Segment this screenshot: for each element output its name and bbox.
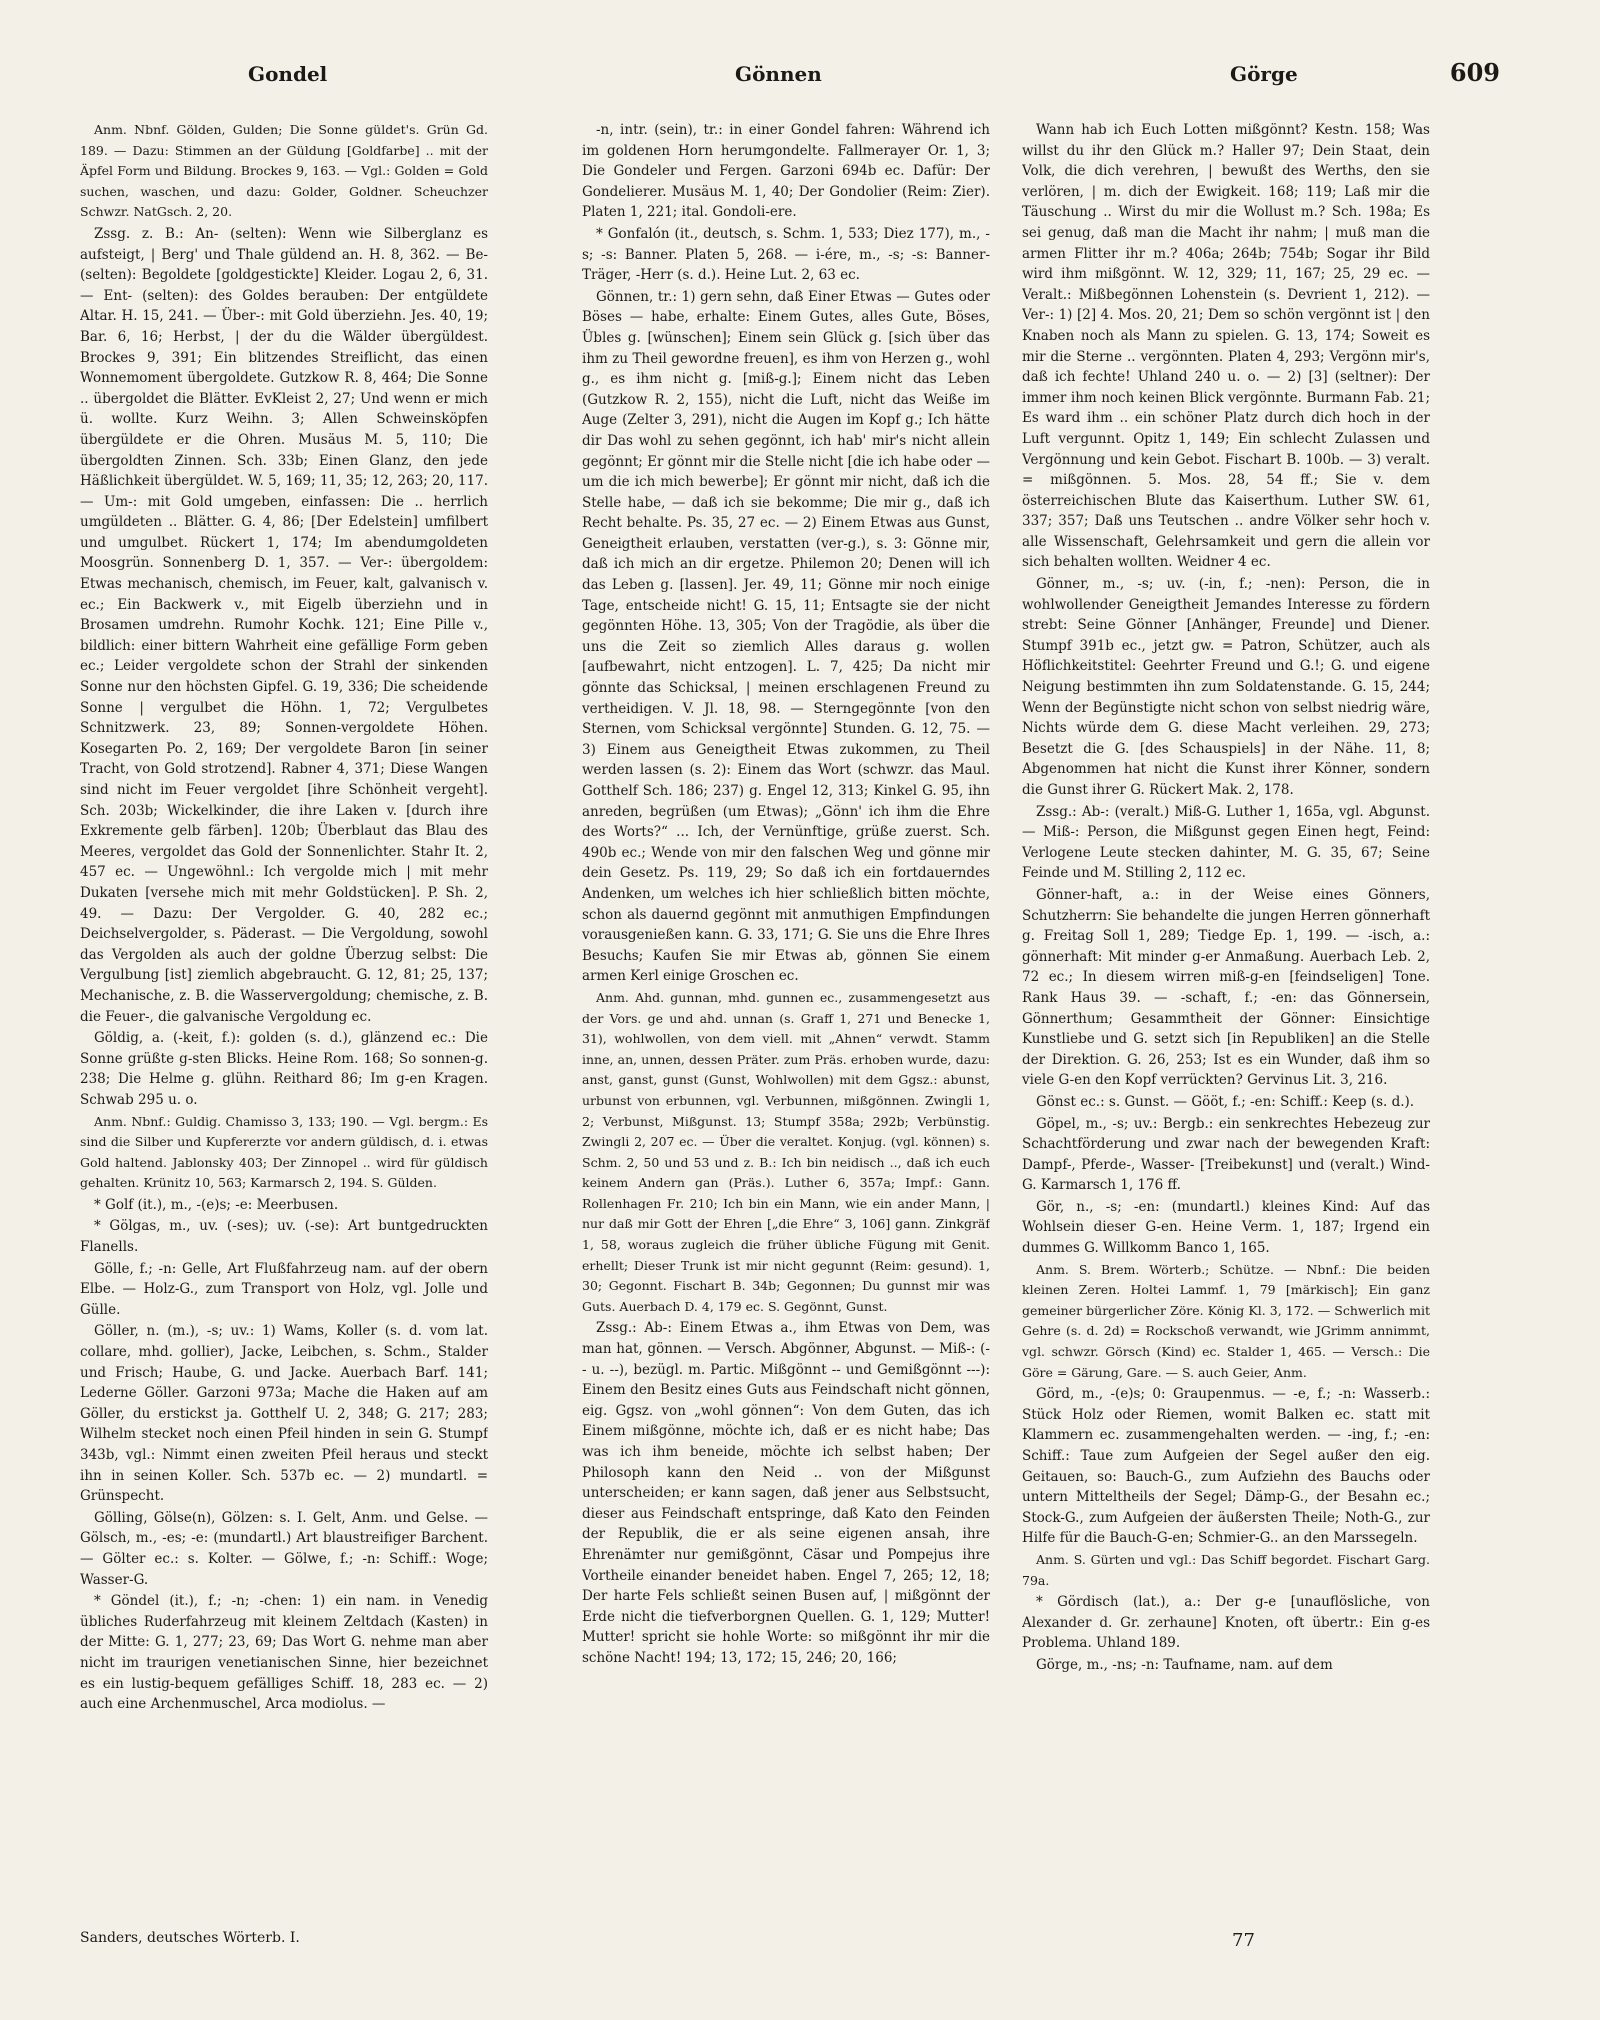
entry-paragraph: * Gördisch (lat.), a.: Der g-e [unauflösliche, von Alexander d. Gr. zerhaune] Knoten, oft übertr.: Ein g-es Problema. Uhland 189. [1022,1594,1430,1652]
entry-paragraph: * Gölgas, m., uv. (-ses); uv. (-se): Art buntgedruckten Flanells. [80,1218,488,1256]
entry-paragraph: Anm. Nbnf. Gölden, Gulden; Die Sonne güldet's. Grün Gd. 189. — Dazu: Stimmen an der Güldung [Goldfarbe] .. mit der Äpfel Form und Bildung. Brockes 9, 163. — Vgl.: Golden = Gold suchen, waschen, und dazu: Golder, Goldner. Scheuchzer Schwzr. NatGsch. 2, 20. [80,122,488,220]
entry-paragraph: Zssg. z. B.: An- (selten): Wenn wie Silberglanz es aufsteigt, | Berg' und Thale güldend an. H. 8, 362. — Be- (selten): Begoldete [goldgestickte] Kleider. Logau 2, 6, 31. — Ent- (selten): des Goldes berauben: Der entgüldete Altar. H. 15, 241. — Über-: mit Gold überziehn. Jes. 40, 19; Bar. 6, 16; Herbst, | der du die Wälder übergüldest. Brockes 9, 391; Ein blitzendes Streiflicht, das einen Wonnemoment übergoldete. Gutzkow R. 8, 464; Die Sonne .. übergoldet die Blätter. EvKleist 2, 27; Und wenn er mich ü. wollte. Kurz Weihn. 3; Allen Schweinsköpfen übergüldete er die Ohren. Musäus M. 5, 110; Die übergoldten Zinnen. Sch. 33b; Einen Glanz, den jede Häßlichkeit übergüldet. W. 5, 169; 11, 35; 12, 263; 20, 117. — Um-: mit Gold umgeben, einfassen: Die .. herrlich umgüldeten .. Blätter. G. 4, 86; [Der Edelstein] umfilbert und umgulbet. Rückert 1, 174; Im abendumgoldeten Moosgrün. Sonnenberg D. 1, 357. — Ver-: übergoldem: Etwas mechanisch, chemisch, im Feuer, kalt, galvanisch v. ec.; Ein Backwerk v., mit Eigelb überziehn und in Brosamen umdrehn. Rumohr Kochk. 121; Eine Pille v., bildlich: einer bittern Wahrheit eine gefällige Form geben ec.; Leider vergoldete schon der Strahl der sinkenden Sonne nur den höchsten Gipfel. G. 19, 336; Die scheidende Sonne | vergulbet die Höhn. 1, 72; Vergulbetes Schnitzwerk. 23, 89; Sonnen-vergoldete Höhen. Kosegarten Po. 2, 169; Der vergoldete Baron [in seiner Tracht, von Gold strotzend]. Rabner 4, 371; Diese Wangen sind nicht im Feuer vergoldet [ihre Schönheit vergeht]. Sch. 203b; Wickelkinder, die ihre Laken v. [durch ihre Exkremente gelb färben]. 120b; Überblaut das Blau des Meeres, vergoldet das Gold der Sonnenlichter. Stahr It. 2, 457 ec. — Ungewöhnl.: Ich vergolde mich | mit mehr Dukaten [versehe mich mit mehr Goldstücken]. P. Sh. 2, 49. — Dazu: Der Vergolder. G. 40, 282 ec.; Deichselvergolder, s. Päderast. — Die Vergoldung, sowohl das Vergolden als auch der goldne Überzug selbst: Die Vergulbung [ist] ziemlich abgebraucht. G. 12, 81; 25, 137; Mechanische, z. B. die Wasservergoldung; chemische, z. B. die Feuer-, die galvanische Vergoldung ec. [80,225,488,1025]
entry-paragraph: Zssg.: Ab-: (veralt.) Miß-G. Luther 1, 165a, vgl. Abgunst. — Miß-: Person, die Mißgunst gegen Einen hegt, Feind: Verlogene Leute stecken dahinter, M. G. 35, 67; Seine Feinde und M. Stilling 2, 112 ec. [1022,803,1430,882]
header-right-keyword: Görge [1230,62,1298,86]
entry-paragraph: Anm. Ahd. gunnan, mhd. gunnen ec., zusammengesetzt aus der Vors. ge und ahd. unnan (s. Graff 1, 271 und Benecke 1, 31), wohlwollen, von dem viell. mit „Ahnen“ verwdt. Stamm inne, an, unnen, dessen Präter. zum Präs. erhoben wurde, dazu: anst, ganst, gunst (Gunst, Wohlwollen) mit dem Ggsz.: abunst, urbunst von erbunnen, vgl. Verbunnen, mißgönnen. Zwingli 1, 2; Verbunst, Mißgunst. 13; Stumpf 358a; 292b; Verbünstig. Zwingli 2, 207 ec. — Über die veraltet. Konjug. (vgl. können) s. Schm. 2, 50 und 53 und z. B.: Ich bin neidisch .., daß ich euch keinem Andern gan (Präs.). Luther 6, 357a; Impf.: Gann. Rollenhagen Fr. 210; Ich bin ein Mann, wie ein ander Mann, | nur daß mir Gott der Ehren [„die Ehre“ 3, 106] gann. Zinkgräf 1, 58, woraus zugleich die früher übliche Fügung mit Genit. erhellt; Dieser Trunk ist mir nicht gegunnt (Reim: gesund). 1, 30; Gegonnt. Fischart B. 34b; Gegonnen; Du gunnst mir was Guts. Auerbach D. 4, 179 ec. S. Gegönnt, Gunst. [582,989,990,1314]
entry-paragraph: Göller, n. (m.), -s; uv.: 1) Wams, Koller (s. d. vom lat. collare, mhd. gollier), Jacke, Leibchen, s. Schm., Stalder und Frisch; Haube, G. und Jacke. Auerbach Barf. 141; Lederne Göller. Garzoni 973a; Mache die Haken auf am Göller, du erstickst ja. Gotthelf U. 2, 348; G. 217; 283; Wilhelm stecket noch einen Pfeil hinden in sein G. Stumpf 343b, vgl.: Nimmt einen zweiten Pfeil heraus und steckt ihn in seinen Koller. Sch. 537b ec. — 2) mundartl. = Grünspecht. [80,1323,488,1505]
entry-paragraph: * Golf (it.), m., -(e)s; -e: Meerbusen. [94,1196,339,1213]
entry-paragraph: Wann hab ich Euch Lotten mißgönnt? Kestn. 158; Was willst du ihr den Glück m.? Haller 97; Dein Staat, dein Volk, die dich verehren, | bewußt des Werths, den sie verlören, | m. dich der Ewigkeit. 168; 119; Laß mir die Täuschung .. Wirst du mir die Wollust m.? Sch. 198a; Es sei genug, daß man die Macht ihr nahm; | muß man die armen Flitter ihr m.? 406a; 264b; 754b; Sogar ihr Bild wird ihm mißgönnt. W. 12, 329; 11, 167; 25, 29 ec. — Veralt.: Mißbegönnen Lohenstein (s. Devrient 1, 212). — Ver-: 1) [2] 4. Mos. 20, 21; Dem so schön vergönnt ist | den Knaben noch als Mann zu spielen. G. 13, 174; Soweit es mir die Sterne .. vergönnten. Platen 4, 293; Vergönn mir's, daß ich fechte! Uhland 240 u. o. — 2) [3] (seltner): Der immer ihm noch keinen Blick vergönnte. Burmann Fab. 21; Es ward ihm .. ein schöner Platz durch dich hoch in der Luft vergunnt. Opitz 1, 149; Ein schlecht Zulassen und Vergönnung und kein Gebot. Fischart B. 100b. — 3) veralt. = mißgönnen. 5. Mos. 28, 54 ff.; Sie v. dem österreichischen Blute das Kaiserthum. Luther SW. 61, 337; 357; Daß uns Teutschen .. andre Völker sehr hoch v. alle Wissenschaft, Gelehrsamkeit und gern die allein vor sich behalten wollten. Weidner 4 ec. [1022,122,1430,571]
running-header [80,58,1500,98]
entry-paragraph: Gönner, m., -s; uv. (-in, f.; -nen): Person, die in wohlwollender Geneigtheit Jemandes Interesse zu fördern strebt: Seine Gönner [Anhänger, Freunde] und Diener. Stumpf 391b ec., jetzt gw. = Patron, Schützer, auch als Höflichkeitstitel: Geehrter Freund und G.!; G. und eigene Neigung bestimmten ihn zum Soldatenstande. G. 15, 244; Wenn der Begünstigte nicht schon von selbst niedrig wäre, Nichts würde dem G. diese Macht verleihen. 29, 273; Besetzt die G. [des Schauspiels] in der Nähe. 11, 8; Abgenommen hat nicht die Kunst ihrer Könner, sondern die Gunst ihrer G. Rückert Mak. 2, 178. [1022,576,1430,798]
entry-paragraph: * Gonfalón (it., deutsch, s. Schm. 1, 533; Diez 177), m., -s; -s: Banner. Platen 5, 268. — i-ére, m., -s; -s: Banner-Träger, -Herr (s. d.). Heine Lut. 2, 63 ec. [582,225,990,284]
entry-paragraph: Anm. Nbnf.: Guldig. Chamisso 3, 133; 190. — Vgl. bergm.: Es sind die Silber und Kupfererzte vor andern güldisch, d. i. etwas Gold haltend. Jablonsky 403; Der Zinnopel .. wird für güldisch gehalten. Krünitz 10, 563; Karmarsch 2, 194. S. Gülden. [80,1113,488,1191]
footer-publisher: Sanders, deutsches Wörterb. I. [80,1930,300,1946]
entry-paragraph: Gönner-haft, a.: in der Weise eines Gönners, Schutzherrn: Sie behandelte die jungen Herren gönnerhaft g. Freitag Soll 1, 289; Tiedge Ep. 1, 199. — -isch, a.: gönnerhaft: Mit minder g-er Anmaßung. Auerbach Leb. 2, 72 ec.; In diesem wirren miß-g-en [feindseligen] Tone. Rank Haus 39. — -schaft, f.; -en: das Gönnersein, Gönnerthum; Gesammtheit der Gönner: Einsichtige Kunstliebe und G. setzt sich [in Republiken] an die Stelle der Direktion. G. 26, 253; Ist es ein Wunder, daß ihm so viele G-en den Kopf verrückten? Gervinus Lit. 3, 216. [1022,886,1430,1089]
entry-paragraph: Anm. S. Gürten und vgl.: Das Schiff begordet. Fischart Garg. 79a. [1022,1551,1430,1588]
entry-paragraph: Gönst ec.: s. Gunst. — Gööt, f.; -en: Schiff.: Keep (s. d.). [1036,1093,1415,1110]
entry-paragraph: -n, intr. (sein), tr.: in einer Gondel fahren: Während ich im goldenen Horn herumgondelte. Fallmerayer Or. 1, 3; Die Gondeler und Fergen. Garzoni 694b ec. Dafür: Der Gondelierer. Musäus M. 1, 40; Der Gondolier (Reim: Zier). Platen 1, 221; ital. Gondoli-ere. [582,122,990,221]
entry-paragraph: Görge, m., -ns; -n: Taufname, nam. auf dem [1036,1656,1333,1673]
header-left-keyword: Gondel [248,62,328,86]
header-center-keyword: Gönnen [735,62,822,86]
entry-paragraph: Gör, n., -s; -en: (mundartl.) kleines Kind: Auf das Wohlsein dieser G-en. Heine Verm. 1, 187; Irgend ein dummes G. Willkomm Banco 1, 165. [1022,1198,1430,1257]
entry-paragraph: Zssg.: Ab-: Einem Etwas a., ihm Etwas von Dem, was man hat, gönnen. — Versch. Abgönner, Abgunst. — Miß-: (-- u. --), bezügl. m. Partic. Mißgönnt -- und Gemißgönnt ---): Einem den Besitz eines Guts aus Feindschaft nicht gönnen, eig. Ggsz. von „wohl gönnen“: Von dem Guten, das ich Einem mißgönne, möchte ich, daß er es nicht habe; Das was ich ihm beneide, möchte ich selbst haben; Der Philosoph kann den Neid .. von der Mißgunst unterscheiden; er kann sagen, daß jener aus Selbstsucht, dieser aus Feindschaft entspringe, daß Kato den Feinden der Republik, die er als seine eigenen ansah, ihre Ehrenämter nur gemißgönnt, Cäsar und Pompejus ihre Vortheile einander beneidet haben. Engel 7, 265; 12, 18; Der harte Fels schließt seinen Busen auf, | mißgönnt der Erde nicht die tiefverborgnen Quellen. G. 1, 129; Mutter! Mutter! spricht sie hohle Worte: so mißgönnt ihr mir die schöne Nacht! 194; 13, 172; 15, 246; 20, 166; [582,1320,990,1666]
entry-paragraph: Görd, m., -(e)s; 0: Graupenmus. — -e, f.; -n: Wasserb.: Stück Holz oder Riemen, womit Balken ec. statt mit Klammern ec. zusammengehalten werden. — -ing, f.; -en: Schiff.: Taue zum Aufgeien der Segel außer den eig. Geitauen, so: Bauch-G., zum Aufziehn des Bauchs oder untern Mitteltheils der Segel; Dämp-G., der Besahn ec.; Stock-G., zum Aufgeien der äußersten Theile; Noth-G., zur Hilfe für die Bauch-G-en; Schmier-G.. an den Marssegeln. [1022,1386,1430,1547]
entry-paragraph: * Göndel (it.), f.; -n; -chen: 1) ein nam. in Venedig übliches Ruderfahrzeug mit kleinem Zeltdach (Kasten) in der Mitte: G. 1, 277; 23, 69; Das Wort G. nehme man aber nicht im traurigen venetianischen Sinne, hier bezeichnet es ein lustig-bequem gefälliges Schiff. 18, 283 ec. — 2) auch eine Archenmuschel, Arca modiolus. — [80,1593,488,1713]
page-number: 609 [1449,58,1500,87]
entry-paragraph: Göpel, m., -s; uv.: Bergb.: ein senkrechtes Hebezeug zur Schachtförderung und zwar nach der bewegenden Kraft: Dampf-, Pferde-, Wasser- [Treibekunst] und (veralt.) Wind-G. Karmarsch 1, 176 ff. [1022,1115,1430,1194]
column-3 [1022,120,1430,1925]
sheet-signature: 77 [1232,1930,1255,1951]
entry-paragraph: Anm. S. Brem. Wörterb.; Schütze. — Nbnf.: Die beiden kleinen Zeren. Holtei Lammf. 1, 79 [märkisch]; Ein ganz gemeiner bürgerlicher Zöre. König Kl. 3, 172. — Schwerlich mit Gehre (s. d. 2d) = Rockschoß verwandt, wie JGrimm annimmt, vgl. schwzr. Görsch (Kind) ec. Stalder 1, 465. — Versch.: Die Göre = Gärung, Gare. — S. auch Geier, Anm. [1022,1261,1430,1380]
entry-paragraph: Göldig, a. (-keit, f.): golden (s. d.), glänzend ec.: Die Sonne grüßte g-sten Blicks. Heine Rom. 168; So sonnen-g. 238; Die Helme g. glühn. Reithard 86; Im g-en Kragen. Schwab 295 u. o. [80,1030,488,1108]
entry-paragraph: Gölling, Gölse(n), Gölzen: s. I. Gelt, Anm. und Gelse. — Gölsch, m., -es; -e: (mundartl.) Art blaustreifiger Barchent. — Gölter ec.: s. Kolter. — Gölwe, f.; -n: Schiff.: Woge; Wasser-G. [80,1509,488,1588]
column-1 [80,120,488,1925]
entry-paragraph: Gölle, f.; -n: Gelle, Art Flußfahrzeug nam. auf der obern Elbe. — Holz-G., zum Transport von Holz, vgl. Jolle und Gülle. [80,1260,488,1318]
column-2 [582,120,990,1925]
entry-paragraph: Gönnen, tr.: 1) gern sehn, daß Einer Etwas — Gutes oder Böses — habe, erhalte: Einem Gutes, alles Gute, Böses, Übles g. [wünschen]; Einem sein Glück g. [sich über das ihm zu Theil gewordne freuen], es ihm von Herzen g., wohl g., es ihm nicht g. [miß-g.]; Einem nicht das Leben (Gutzkow R. 2, 155), nicht die Luft, nicht das Weiße im Auge (Zelter 3, 291), nicht die Augen im Kopf g.; Ich hätte dir Das wohl zu sehen gegönnt, ich hab' mir's nicht allein gegönnt; Er gönnt mir die Stelle nicht [die ich habe oder — um die ich mich bewerbe]; Er gönnt mir nicht, daß ich die Stelle habe, — daß ich sie bekomme; Die mir g., daß ich Recht behalte. Ps. 35, 27 ec. — 2) Einem Etwas aus Gunst, Geneigtheit erlauben, verstatten (ver-g.), s. 3: Gönne mir, daß ich mich an dir ergetze. Philemon 20; Denen will ich das Leben g. [lassen]. Jer. 49, 11; Gönne mir noch einige Tage, entscheide nicht! G. 15, 11; Entsagte sie der nicht gegönnten Höhe. 13, 305; Von der Tragödie, als über die uns die Zeit so ziemlich Alles daraus g. wollen [aufbewahrt, nicht entzogen]. L. 7, 425; Da nicht mir gönnte das Schicksal, | meinen erschlagenen Freund zu vertheidigen. V. Jl. 18, 98. — Sterngegönnte [von den Sternen, vom Schicksal vergönnte] Stunden. G. 12, 75. — 3) Einem aus Geneigtheit Etwas zukommen, zu Theil werden lassen (s. 2): Einem das Wort (schwzr. das Maul. Gotthelf Sch. 186; 237) g. Engel 12, 313; Kinkel G. 95, ihn anreden, begrüßen (um Etwas); „Gönn' ich ihm die Ehre des Worts?“ ... Ich, der Vernünftige, grüße zuerst. Sch. 490b ec.; Wende von mir den falschen Weg und gönne mir dein Gesetz. Ps. 119, 29; So daß ich ein fortdauerndes Andenken, um welches ich hier schließlich bitten möchte, schon als dauernd gegönnt mit anmuthigen Empfindungen vorausgenießen kann. G. 33, 171; G. Sie uns die Ehre Ihres Besuchs; Kaufen Sie mir Etwas ab, gönnen Sie einem armen Kerl einige Groschen ec. [582,288,990,985]
